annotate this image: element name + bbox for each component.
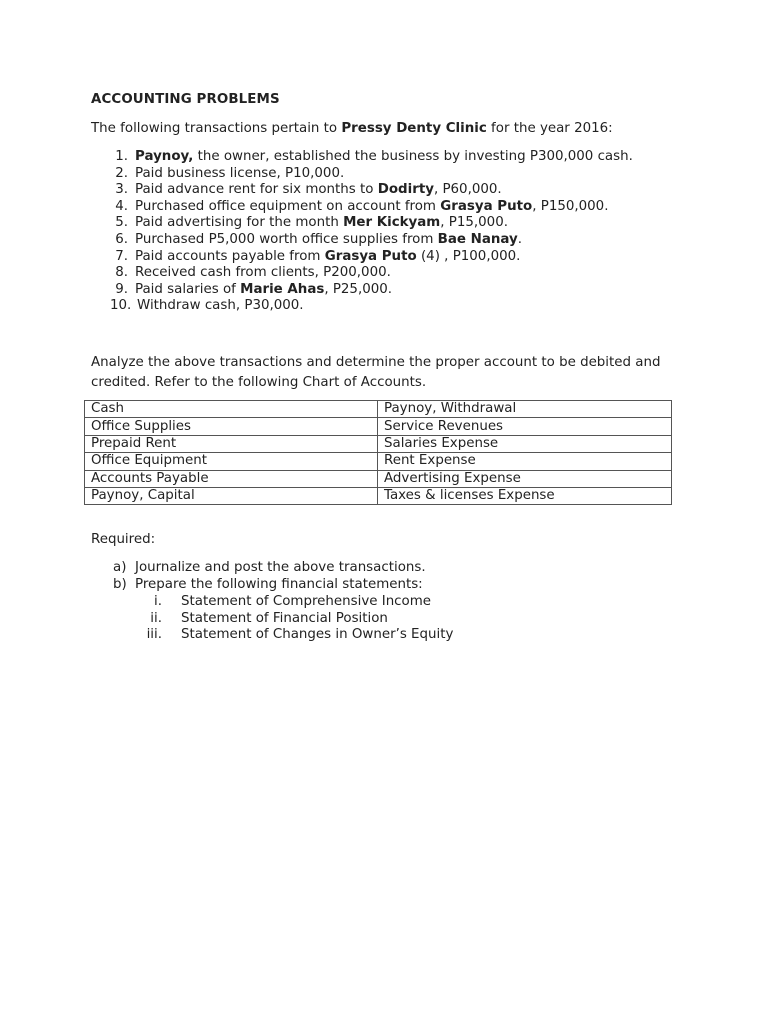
table-row — [85, 435, 672, 452]
transaction-item — [106, 265, 633, 282]
transaction-item — [106, 149, 633, 166]
account-cell: Advertising Expense — [378, 470, 672, 487]
statement-item — [142, 611, 453, 628]
transaction-number: 2. — [115, 165, 128, 181]
transaction-number: 4. — [115, 198, 128, 214]
transaction-party-name: Dodirty — [377, 182, 434, 198]
company-name: Pressy Denty Clinic — [341, 121, 487, 136]
transaction-text-segment: Paid accounts payable from — [135, 248, 325, 264]
transaction-text-segment: Purchased P5,000 worth office supplies from — [135, 231, 438, 247]
statement-label: i. — [154, 594, 162, 609]
transaction-text — [135, 166, 344, 181]
transaction-number: 9. — [115, 281, 128, 297]
requirement-text: Journalize and post the above transactions. — [135, 560, 426, 575]
account-cell: Service Revenues — [378, 418, 672, 435]
required-heading: Required: — [91, 532, 156, 547]
transaction-item — [106, 215, 633, 232]
transaction-party-name: Marie Ahas — [240, 281, 325, 297]
account-cell: Salaries Expense — [378, 435, 672, 452]
transaction-text-segment: the owner, established the business by investing P300,000 cash. — [193, 149, 633, 164]
transaction-text-segment: Paid advertising for the month — [135, 215, 344, 231]
account-cell: Paynoy, Withdrawal — [378, 401, 672, 418]
transaction-item — [106, 232, 633, 249]
intro-paragraph — [91, 121, 613, 136]
account-cell: Office Equipment — [85, 453, 378, 470]
statement-label: iii. — [146, 627, 162, 643]
transactions-list — [106, 149, 633, 315]
transaction-text — [135, 265, 391, 280]
transaction-text-segment: Paid salaries of — [135, 281, 241, 297]
statement-item — [142, 627, 453, 644]
transaction-text — [135, 232, 522, 247]
requirement-text: Prepare the following financial statements: — [135, 576, 423, 592]
table-row — [85, 453, 672, 470]
transaction-item — [106, 282, 633, 299]
transaction-text-segment: Withdraw cash, P30,000. — [137, 298, 304, 314]
transaction-number: 7. — [115, 248, 128, 264]
transaction-party-name: Grasya Puto — [440, 198, 533, 214]
table-row — [85, 487, 672, 504]
account-cell: Rent Expense — [378, 453, 672, 470]
transaction-text-segment: , P15,000. — [440, 215, 508, 231]
account-cell: Accounts Payable — [85, 470, 378, 487]
statement-text: Statement of Comprehensive Income — [181, 594, 432, 609]
transaction-number: 8. — [115, 265, 128, 281]
statement-text: Statement of Financial Position — [181, 610, 388, 626]
statement-label: ii. — [150, 610, 162, 626]
transaction-text-segment: . — [517, 231, 523, 247]
intro-text-before: The following transactions pertain to — [91, 121, 342, 136]
table-row — [85, 470, 672, 487]
transaction-party-name: Paynoy, — [135, 149, 194, 164]
requirement-item — [113, 560, 426, 577]
transaction-item — [106, 199, 633, 216]
statements-list — [142, 594, 453, 644]
chart-of-accounts-table — [84, 400, 672, 505]
transaction-text-segment: , P60,000. — [433, 182, 502, 198]
statement-item — [142, 594, 453, 611]
transaction-item — [106, 249, 633, 266]
statement-text: Statement of Changes in Owner’s Equity — [181, 627, 454, 643]
transaction-item — [106, 166, 633, 183]
transaction-number: 6. — [115, 231, 128, 247]
transaction-text — [135, 249, 520, 264]
requirement-label: b) — [113, 576, 127, 592]
transaction-text-segment: (4) , P100,000. — [416, 248, 521, 264]
transaction-text-segment: , P25,000. — [324, 281, 393, 297]
transaction-text — [135, 149, 633, 164]
transaction-text-segment: Paid advance rent for six months to — [135, 182, 378, 198]
requirements-list — [113, 560, 426, 593]
account-cell: Paynoy, Capital — [85, 487, 378, 504]
transaction-text-segment: Received cash from clients, P200,000. — [135, 265, 391, 281]
transaction-text-segment: Paid business license, P10,000. — [135, 165, 345, 181]
table-row — [85, 418, 672, 435]
transaction-party-name: Grasya Puto — [324, 248, 417, 264]
transaction-number: 10. — [110, 298, 132, 314]
table-row — [85, 401, 672, 418]
transaction-text-segment: Purchased office equipment on account from — [135, 198, 441, 214]
transaction-item — [106, 182, 633, 199]
transaction-item — [106, 298, 633, 315]
transaction-number: 1. — [115, 149, 128, 164]
transaction-text — [135, 282, 392, 297]
account-cell: Office Supplies — [85, 418, 378, 435]
transaction-number: 5. — [115, 215, 128, 231]
account-cell: Cash — [85, 401, 378, 418]
intro-text-after: for the year 2016: — [486, 121, 613, 136]
account-cell: Prepaid Rent — [85, 435, 378, 452]
transaction-text-segment: , P150,000. — [532, 198, 609, 214]
requirement-item — [113, 577, 426, 594]
instructions-paragraph: Analyze the above transactions and determine the proper account to be debited and credited. Refer to the following Chart of Accounts. — [91, 355, 661, 390]
transaction-party-name: Bae Nanay — [437, 231, 518, 247]
document-title: ACCOUNTING PROBLEMS — [91, 92, 280, 107]
transaction-number: 3. — [115, 182, 128, 198]
transaction-text — [137, 298, 304, 313]
transaction-text — [135, 199, 608, 214]
transaction-party-name: Mer Kickyam — [343, 215, 441, 231]
transaction-text — [135, 215, 508, 230]
account-cell: Taxes & licenses Expense — [378, 487, 672, 504]
transaction-text — [135, 182, 502, 197]
requirement-label: a) — [113, 560, 127, 575]
